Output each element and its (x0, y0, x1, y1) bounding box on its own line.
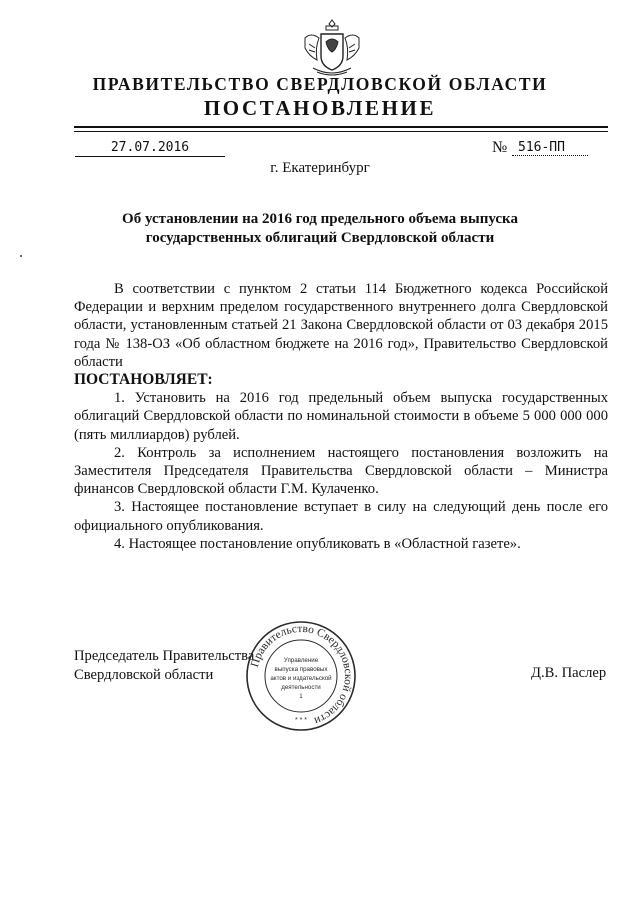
preamble: В соответствии с пунктом 2 статьи 114 Бюджетного кодекса Российской Федерации и верхним пределом государственного внутреннего долга Свердловской области, установленным статьей 21 Закона Свердловской области от 03 декабря 2015 года № 138-ОЗ «Об областном бюджете на 2016 год», Правительство Свердловской области (74, 281, 608, 370)
stamp-line-1: Управление (283, 657, 319, 664)
item-1: 1. Установить на 2016 год предельный объем выпуска государственных облигаций Свердловской области по номинальной стоимости в объеме 5 000 000 000 (пять миллиардов) рублей. (74, 390, 608, 443)
scan-speck (20, 255, 22, 257)
header-rule-thick (74, 126, 608, 128)
city: г. Екатеринбург (270, 160, 370, 176)
stamp-stars: * * * (294, 717, 308, 724)
stamp-ring-text: Правительство Свердловской области (248, 622, 355, 727)
position-line-2: Свердловской области (74, 666, 214, 683)
document-body (74, 280, 608, 553)
signatory-name: Д.В. Паслер (531, 665, 607, 681)
decree-word: ПОСТАНОВЛЯЕТ: (74, 371, 213, 389)
title-line-2: государственных облигаций Свердловской области (145, 230, 495, 246)
item-4: 4. Настоящее постановление опубликовать в «Областной газете». (114, 535, 521, 552)
signatory-position (74, 647, 254, 684)
stamp-number: 1 (299, 693, 303, 700)
stamp-line-4: деятельности (281, 684, 321, 691)
stamp-line-3: актов и издательской (270, 675, 332, 682)
document-title (90, 210, 550, 248)
item-3: 3. Настоящее постановление вступает в силу на следующий день после его официального опубликования. (74, 499, 608, 534)
position-line-1: Председатель Правительства (74, 648, 255, 664)
document-number: 516-ПП (512, 140, 588, 156)
stamp-line-2: выпуска правовых (274, 666, 328, 673)
header-rule-thin (74, 131, 608, 132)
government-name: ПРАВИТЕЛЬСТВО СВЕРДЛОВСКОЙ ОБЛАСТИ (92, 74, 548, 94)
number-label: № (492, 139, 508, 156)
coat-of-arms-icon (299, 18, 365, 80)
document-date: 27.07.2016 (75, 140, 225, 157)
document-type: ПОСТАНОВЛЕНИЕ (203, 96, 437, 120)
title-line-1: Об установлении на 2016 год предельного объема выпуска (122, 211, 518, 227)
item-2: 2. Контроль за исполнением настоящего постановления возложить на Заместителя Председателя Правительства Свердловской области – Министра финансов Свердловской области Г.М. Кулаченко. (74, 444, 608, 498)
official-stamp (245, 620, 357, 732)
